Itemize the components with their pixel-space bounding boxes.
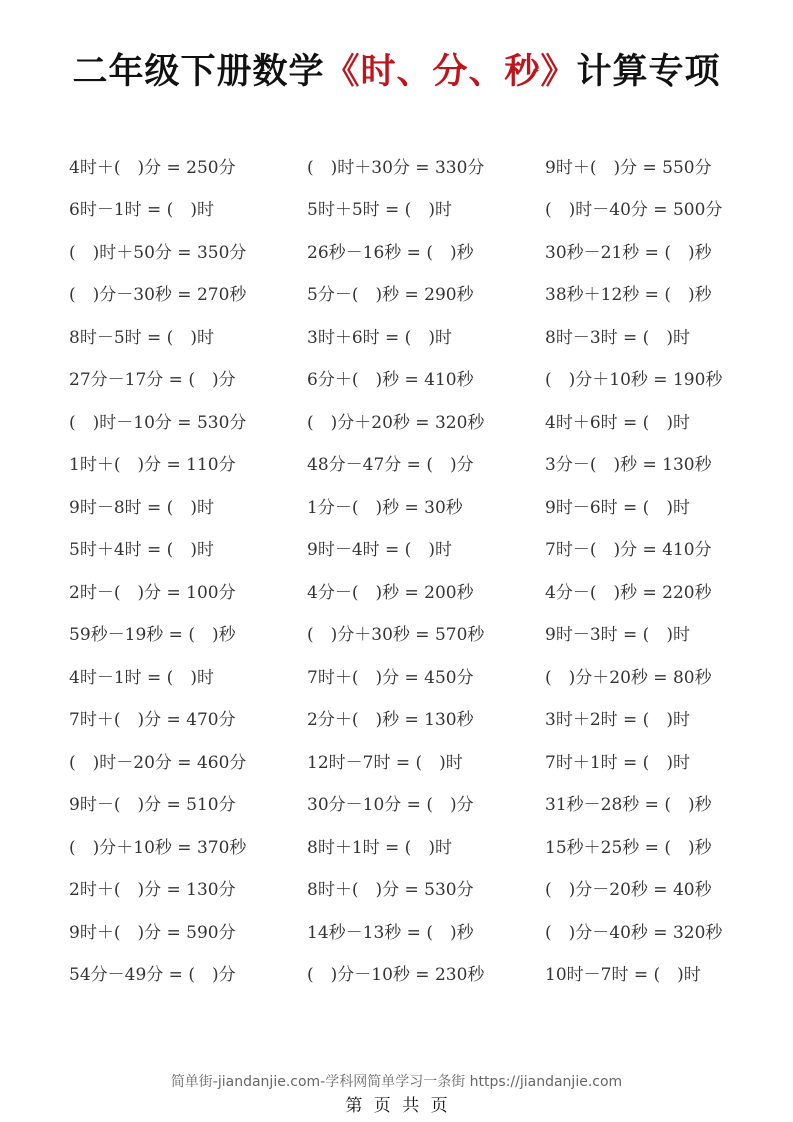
problem-row bbox=[69, 824, 749, 867]
problem-row bbox=[69, 229, 749, 272]
problem-item: 27分－17分 = ( )分 bbox=[69, 370, 236, 391]
problem-item: 4分－( )秒 = 220秒 bbox=[545, 582, 712, 603]
problem-item: 30秒－21秒 = ( )秒 bbox=[545, 242, 712, 263]
problem-item: 4时－1时 = ( )时 bbox=[69, 667, 214, 688]
problem-item: 5时＋5时 = ( )时 bbox=[307, 200, 452, 221]
problem-item: ( )分－30秒 = 270秒 bbox=[69, 285, 247, 306]
problem-item: 9时－3时 = ( )时 bbox=[545, 625, 690, 646]
problem-item: 4分－( )秒 = 200秒 bbox=[307, 582, 474, 603]
title-prefix: 二年级下册数学 bbox=[72, 52, 325, 92]
problem-item: 9时－8时 = ( )时 bbox=[69, 497, 214, 518]
title-suffix: 计算专项 bbox=[576, 52, 721, 92]
problem-row bbox=[69, 527, 749, 570]
problem-item: 15秒＋25秒 = ( )秒 bbox=[545, 837, 712, 858]
problem-row bbox=[69, 442, 749, 485]
problem-item: 48分－47分 = ( )分 bbox=[307, 455, 474, 476]
problem-item: 6分＋( )秒 = 410秒 bbox=[307, 370, 474, 391]
problem-item: 4时＋( )分 = 250分 bbox=[69, 157, 236, 178]
problem-item: 4时＋6时 = ( )时 bbox=[545, 412, 690, 433]
problem-item: ( )分＋30秒 = 570秒 bbox=[307, 625, 485, 646]
problem-row bbox=[69, 782, 749, 825]
problem-item: 8时＋1时 = ( )时 bbox=[307, 837, 452, 858]
page-title bbox=[0, 44, 793, 94]
problem-item: 8时－5时 = ( )时 bbox=[69, 327, 214, 348]
problem-item: 7时＋( )分 = 450分 bbox=[307, 667, 474, 688]
problem-item: 54分－49分 = ( )分 bbox=[69, 965, 236, 986]
problem-item: ( )分＋20秒 = 80秒 bbox=[545, 667, 712, 688]
problem-row bbox=[69, 909, 749, 952]
footer-source: 简单街-jiandanjie.com-学科网简单学习一条街 https://jiandanjie.com bbox=[170, 1074, 623, 1090]
problem-row bbox=[69, 697, 749, 740]
problem-item: ( )时＋50分 = 350分 bbox=[69, 242, 247, 263]
problem-row bbox=[69, 144, 749, 187]
problem-row bbox=[69, 484, 749, 527]
problem-item: 30分－10分 = ( )分 bbox=[307, 795, 474, 816]
problem-item: ( )分＋20秒 = 320秒 bbox=[307, 412, 485, 433]
page-number: 第 页 共 页 bbox=[345, 1096, 448, 1116]
problem-item: 1分－( )秒 = 30秒 bbox=[307, 497, 463, 518]
problem-item: ( )分－10秒 = 230秒 bbox=[307, 965, 485, 986]
problem-item: 14秒－13秒 = ( )秒 bbox=[307, 922, 474, 943]
title-highlight: 《时、分、秒》 bbox=[324, 52, 577, 92]
problem-item: 7时＋1时 = ( )时 bbox=[545, 752, 690, 773]
problem-item: ( )时＋30分 = 330分 bbox=[307, 157, 485, 178]
problem-item: 2分＋( )秒 = 130秒 bbox=[307, 710, 474, 731]
problem-item: 5分－( )秒 = 290秒 bbox=[307, 285, 474, 306]
problem-item: ( )分－40秒 = 320秒 bbox=[545, 922, 723, 943]
problem-item: 8时＋( )分 = 530分 bbox=[307, 880, 474, 901]
problem-row bbox=[69, 272, 749, 315]
problem-item: 9时－( )分 = 510分 bbox=[69, 795, 236, 816]
problem-item: 8时－3时 = ( )时 bbox=[545, 327, 690, 348]
problem-row bbox=[69, 314, 749, 357]
problem-item: ( )时－40分 = 500分 bbox=[545, 200, 723, 221]
problem-item: 2时－( )分 = 100分 bbox=[69, 582, 236, 603]
problem-item: 38秒＋12秒 = ( )秒 bbox=[545, 285, 712, 306]
problem-item: 12时－7时 = ( )时 bbox=[307, 752, 463, 773]
problem-item: 59秒－19秒 = ( )秒 bbox=[69, 625, 236, 646]
problem-row bbox=[69, 654, 749, 697]
problem-row bbox=[69, 187, 749, 230]
problem-row bbox=[69, 612, 749, 655]
problem-row bbox=[69, 569, 749, 612]
problem-item: ( )时－20分 = 460分 bbox=[69, 752, 247, 773]
problem-item: ( )分＋10秒 = 190秒 bbox=[545, 370, 723, 391]
problem-item: 9时＋( )分 = 550分 bbox=[545, 157, 712, 178]
problem-item: 3时＋6时 = ( )时 bbox=[307, 327, 452, 348]
problem-item: 9时－4时 = ( )时 bbox=[307, 540, 452, 561]
problem-item: ( )分＋10秒 = 370秒 bbox=[69, 837, 247, 858]
problem-item: 2时＋( )分 = 130分 bbox=[69, 880, 236, 901]
problem-item: 3时＋2时 = ( )时 bbox=[545, 710, 690, 731]
problem-item: 9时＋( )分 = 590分 bbox=[69, 922, 236, 943]
problem-item: 6时－1时 = ( )时 bbox=[69, 200, 214, 221]
problem-row bbox=[69, 739, 749, 782]
problem-item: 31秒－28秒 = ( )秒 bbox=[545, 795, 712, 816]
problem-row bbox=[69, 357, 749, 400]
problem-item: 1时＋( )分 = 110分 bbox=[69, 455, 236, 476]
problem-grid bbox=[69, 144, 749, 994]
problem-item: 10时－7时 = ( )时 bbox=[545, 965, 701, 986]
problem-row bbox=[69, 399, 749, 442]
problem-row bbox=[69, 952, 749, 995]
problem-row bbox=[69, 867, 749, 910]
problem-item: 7时－( )分 = 410分 bbox=[545, 540, 712, 561]
problem-item: 26秒－16秒 = ( )秒 bbox=[307, 242, 474, 263]
problem-item: 7时＋( )分 = 470分 bbox=[69, 710, 236, 731]
problem-item: ( )时－10分 = 530分 bbox=[69, 412, 247, 433]
problem-item: ( )分－20秒 = 40秒 bbox=[545, 880, 712, 901]
problem-item: 3分－( )秒 = 130秒 bbox=[545, 455, 712, 476]
problem-item: 9时－6时 = ( )时 bbox=[545, 497, 690, 518]
problem-item: 5时＋4时 = ( )时 bbox=[69, 540, 214, 561]
